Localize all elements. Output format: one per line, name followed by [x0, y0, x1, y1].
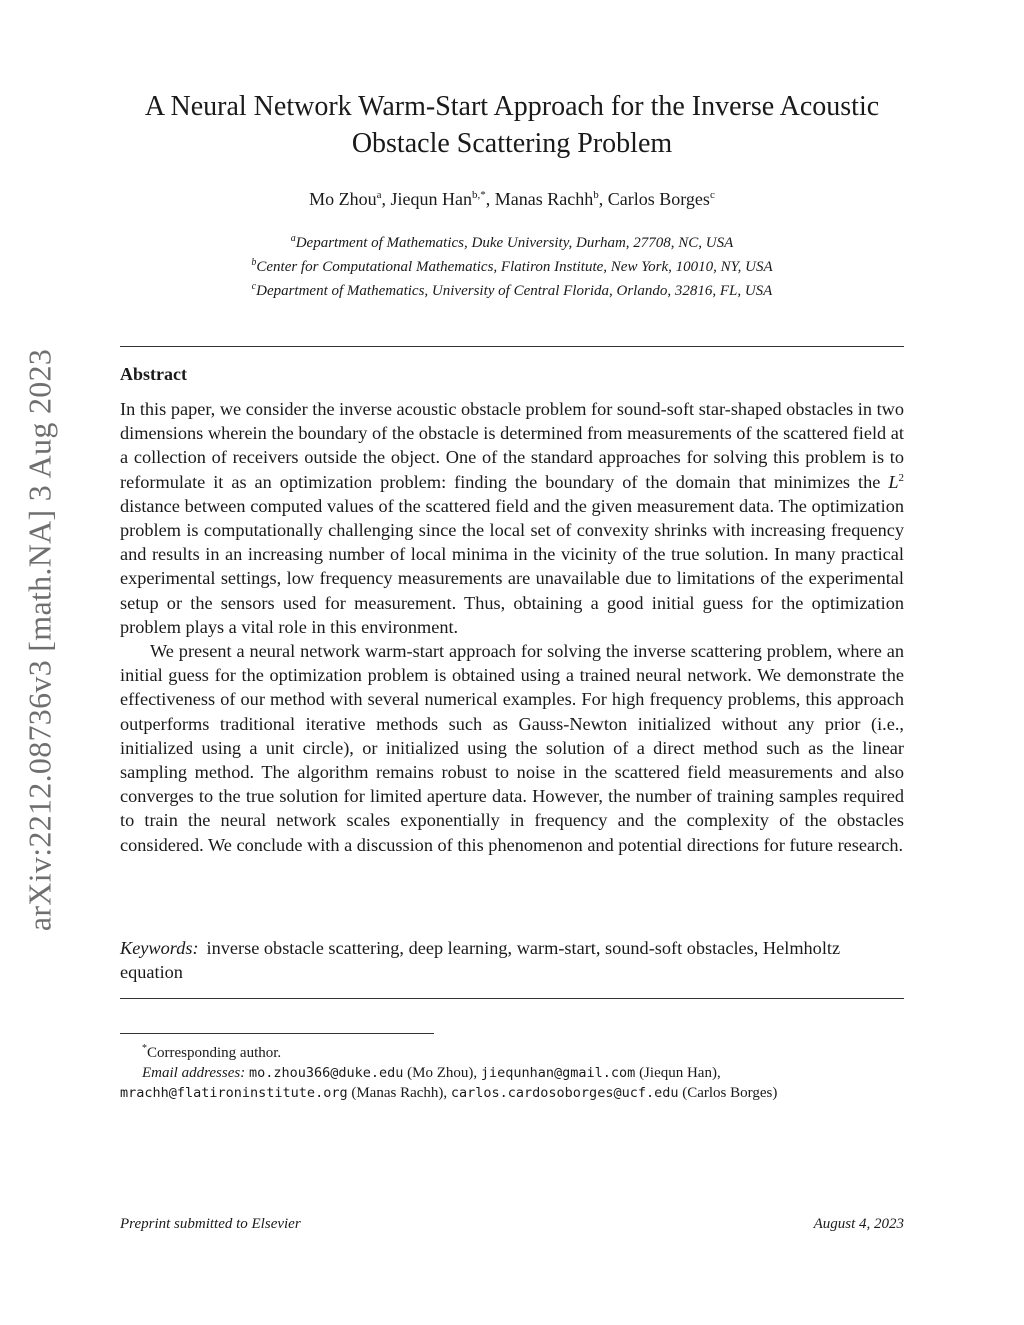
- author-separator: ,: [485, 189, 495, 209]
- abstract-text: distance between computed values of the scattered field and the given measurement data. The optimization problem is computationally challenging since the local set of convexity shrinks with increasing frequency and results in an increasing number of local minima in the vicinity of the true solution. In many practical experimental settings, low frequency measurements are unavailable due to limitations of the experimental setup or the sensors used for measurement. Thus, obtaining a good initial guess for the optimization problem plays a vital role in this environment.: [120, 495, 904, 637]
- email-link[interactable]: carlos.cardosoborges@ucf.edu: [450, 1085, 679, 1101]
- footnote-mark: *: [142, 1043, 147, 1054]
- email-link[interactable]: mrachh@flatironinstitute.org: [120, 1085, 348, 1101]
- email-owner: (Manas Rachh),: [351, 1085, 451, 1101]
- author-name: Carlos Borges: [607, 189, 710, 209]
- abstract-heading: Abstract: [120, 364, 187, 384]
- author-affiliation-mark: a: [376, 189, 382, 201]
- affiliation-list: [120, 229, 904, 301]
- title-line-1: A Neural Network Warm-Start Approach for the Inverse Acoustic: [144, 91, 880, 122]
- footnotes: [120, 1039, 904, 1103]
- abstract-text: In this paper, we consider the inverse acoustic obstacle problem for sound-soft star-shaped obstacles in two dimensions wherein the boundary of the obstacle is determined from measurements of the scattered field at a collection of receivers outside the object. One of the standard approaches for solving this problem is to reformulate it as an optimization problem: finding the boundary of the domain that minimizes the: [120, 399, 904, 492]
- affiliation-mark: c: [251, 281, 257, 292]
- abstract-top-rule: [120, 346, 904, 347]
- corresponding-author-note: [120, 1039, 904, 1063]
- email-owner: (Jiequn Han),: [639, 1065, 721, 1081]
- affiliation-mark: a: [290, 233, 296, 244]
- affiliation-mark: b: [251, 257, 257, 268]
- keywords-label: Keywords:: [120, 938, 199, 958]
- math-symbol-l: L: [888, 471, 899, 492]
- arxiv-identifier-stamp[interactable]: arXiv:2212.08736v3 [math.NA] 3 Aug 2023: [21, 348, 58, 932]
- email-owner: (Mo Zhou),: [407, 1065, 481, 1081]
- author-affiliation-mark: b,*: [472, 189, 486, 201]
- affiliation-item: [120, 253, 904, 277]
- author-separator: ,: [598, 189, 608, 209]
- abstract-paragraph-2: We present a neural network warm-start approach for solving the inverse scattering problem, where an initial guess for the optimization problem is obtained using a trained neural network. We demonstrate the effectiveness of our method with several numerical examples. For high frequency problems, this approach outperforms traditional iterative methods such as Gauss-Newton initialized without any prior (i.e., initialized using a unit circle), or initialized using the solution of a direct method such as the linear sampling method. The algorithm remains robust to noise in the scattered field measurements and also converges to the true solution for limited aperture data. However, the number of training samples required to train the neural network scales exponentially in frequency and the complexity of the obstacles considered. We conclude with a discussion of this phenomenon and potential directions for future research.: [120, 641, 904, 855]
- keywords-block: [120, 936, 904, 984]
- email-label: Email addresses:: [142, 1065, 246, 1081]
- email-line-2: [120, 1083, 904, 1103]
- affiliation-text: Department of Mathematics, Duke University, Durham, 27708, NC, USA: [295, 235, 734, 251]
- author-affiliation-mark: b: [593, 189, 599, 201]
- email-owner: (Carlos Borges): [682, 1085, 778, 1101]
- email-line-1: [120, 1063, 904, 1083]
- title-line-2: Obstacle Scattering Problem: [351, 128, 673, 159]
- corresponding-author-text: Corresponding author.: [147, 1045, 282, 1061]
- email-link[interactable]: jiequnhan@gmail.com: [480, 1065, 636, 1081]
- email-link[interactable]: mo.zhou366@duke.edu: [248, 1065, 404, 1081]
- keywords-text: inverse obstacle scattering, deep learning, warm-start, sound-soft obstacles, Helmholtz equation: [120, 938, 841, 983]
- author-affiliation-mark: c: [709, 189, 715, 201]
- math-superscript: 2: [898, 471, 904, 484]
- affiliation-text: Department of Mathematics, University of Central Florida, Orlando, 32816, FL, USA: [256, 283, 773, 299]
- footer-date: August 4, 2023: [813, 1216, 904, 1232]
- author-name: Mo Zhou: [309, 189, 377, 209]
- footnote-rule: [120, 1033, 434, 1034]
- author-list: [120, 189, 904, 210]
- author-separator: ,: [381, 189, 391, 209]
- affiliation-item: [120, 229, 904, 253]
- affiliation-text: Center for Computational Mathematics, Flatiron Institute, New York, 10010, NY, USA: [256, 259, 773, 275]
- abstract-bottom-rule: [120, 998, 904, 999]
- author-name: Manas Rachh: [494, 189, 594, 209]
- author-name: Jiequn Han: [390, 189, 473, 209]
- abstract-body: [120, 397, 904, 857]
- paper-title: [100, 88, 924, 162]
- footer-preprint-note: Preprint submitted to Elsevier: [120, 1216, 301, 1232]
- abstract-paragraph-1: [120, 397, 904, 639]
- affiliation-item: [120, 277, 904, 301]
